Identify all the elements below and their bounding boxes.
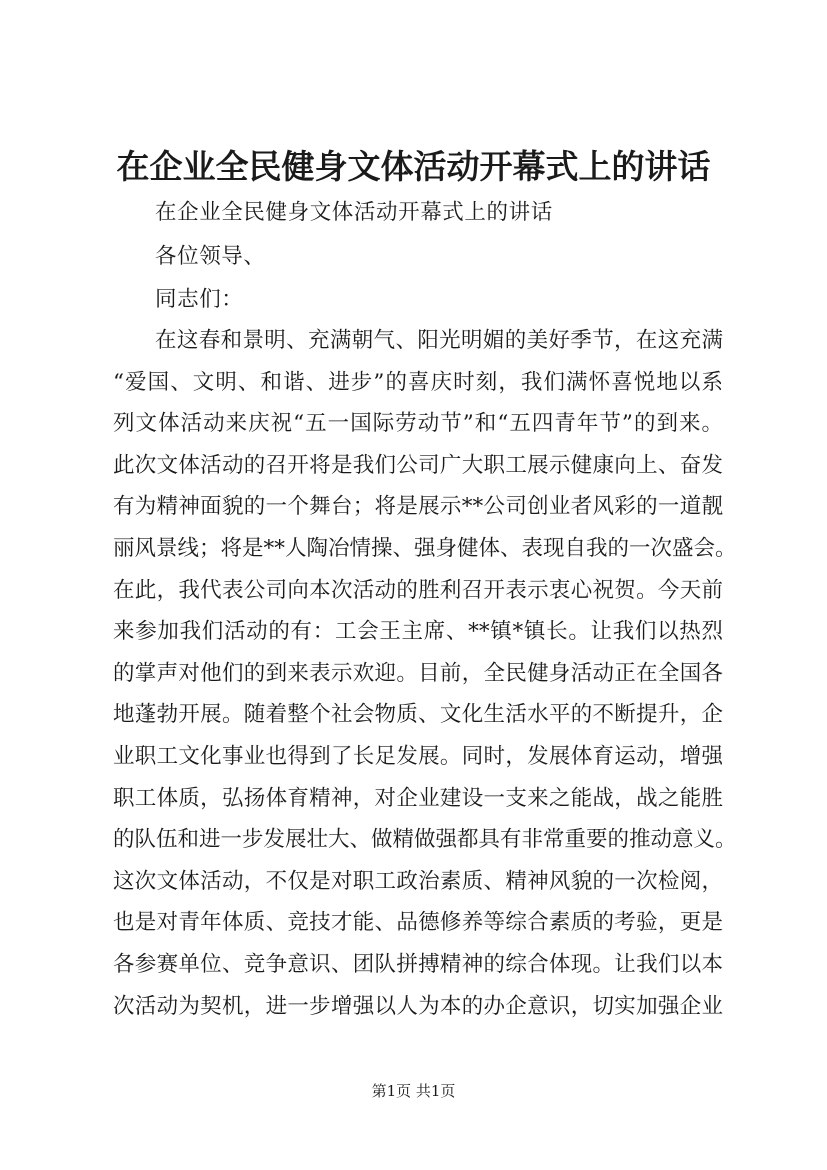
paragraph-line: 来参加我们活动的有：工会王主席、**镇*镇长。让我们以热烈: [113, 619, 723, 645]
paragraph-line: 在这春和景明、充满朝气、阳光明媚的美好季节，在这充满: [155, 328, 723, 353]
paragraph-line: 丽风景线；将是**人陶冶情操、强身健体、表现自我的一次盛会。: [113, 536, 737, 561]
greeting-leaders: 各位领导、: [155, 244, 266, 269]
paragraph-line: 这次文体活动，不仅是对职工政治素质、精神风貌的一次检阅，: [113, 868, 723, 894]
paragraph-line: 职工体质，弘扬体育精神，对企业建设一支来之能战，战之能胜: [113, 785, 723, 811]
paragraph-line: 此次文体活动的召开将是我们公司广大职工展示健康向上、奋发: [113, 452, 723, 478]
paragraph-line: 的队伍和进一步发展壮大、做精做强都具有非常重要的推动意义。: [113, 827, 737, 853]
page-footer: 第1页 共1页: [371, 1082, 456, 1100]
paragraph-line: 各参赛单位、竞争意识、团队拼搏精神的综合体现。让我们以本: [113, 952, 723, 977]
paragraph-line: 在此，我代表公司向本次活动的胜利召开表示衷心祝贺。今天前: [113, 577, 723, 603]
paragraph-line: 业职工文化事业也得到了长足发展。同时，发展体育运动，增强: [113, 744, 723, 769]
paragraph-line: 地蓬勃开展。随着整个社会物质、文化生活水平的不断提升，企: [113, 702, 723, 728]
paragraph-line: 的掌声对他们的到来表示欢迎。目前，全民健身活动正在全国各: [113, 660, 723, 686]
document-subtitle: 在企业全民健身文体活动开幕式上的讲话: [155, 200, 553, 225]
paragraph-line: 次活动为契机，进一步增强以人为本的办企意识，切实加强企业: [113, 993, 723, 1019]
paragraph-line: 有为精神面貌的一个舞台；将是展示**公司创业者风彩的一道靓: [113, 494, 723, 520]
paragraph-line: 列文体活动来庆祝“五一国际劳动节”和“五四青年节”的到来。: [113, 411, 723, 437]
paragraph-line: “爱国、文明、和谐、进步”的喜庆时刻，我们满怀喜悦地以系: [113, 369, 723, 395]
paragraph-line: 也是对青年体质、竞技才能、品德修养等综合素质的考验，更是: [113, 910, 723, 936]
greeting-comrades: 同志们：: [155, 287, 244, 312]
document-title: 在企业全民健身文体活动开幕式上的讲话: [116, 147, 711, 186]
